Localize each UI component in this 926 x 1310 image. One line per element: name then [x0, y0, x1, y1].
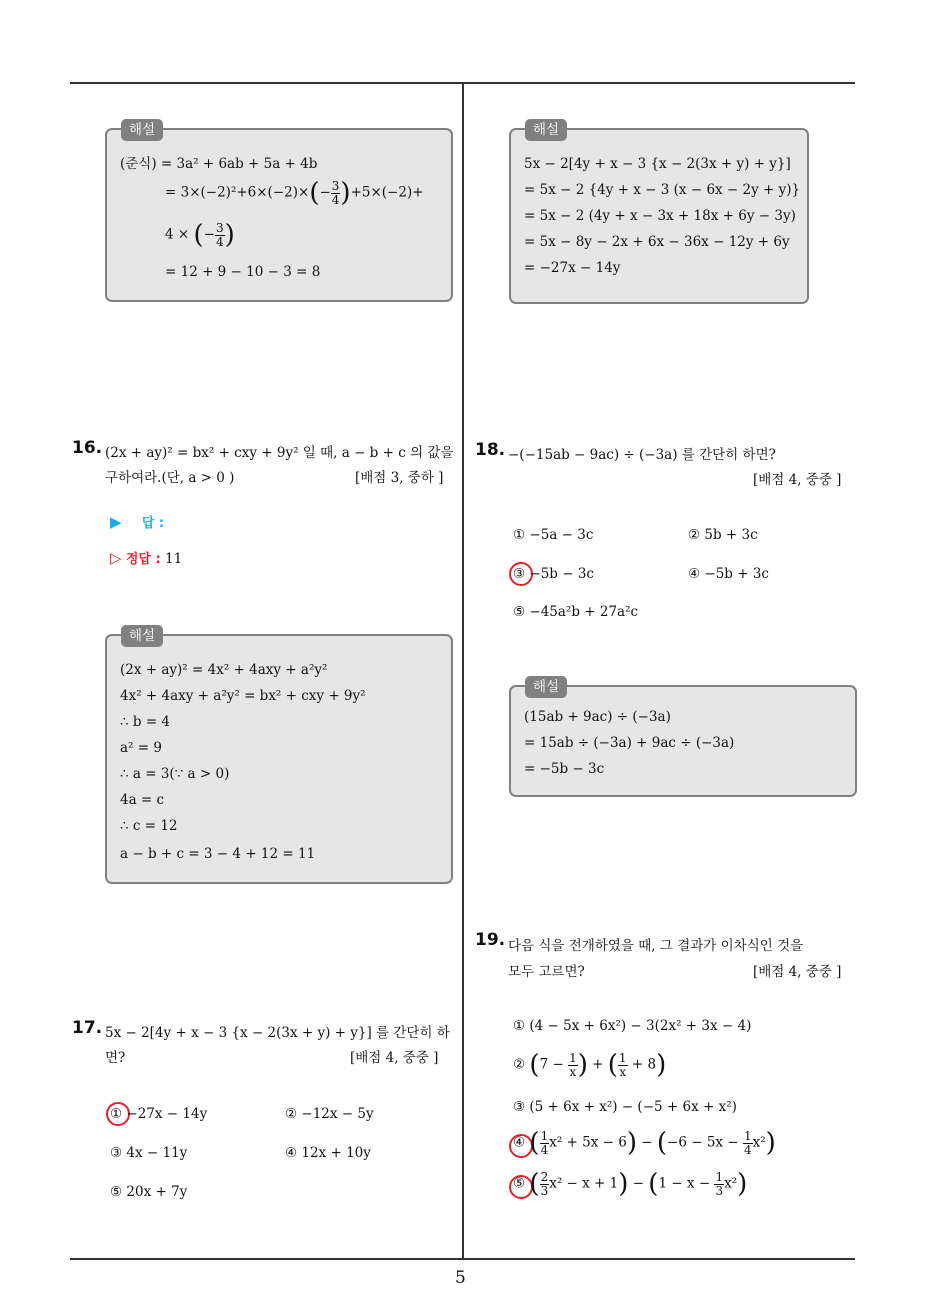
q16-solution-line: ∴ a = 3(∵ a > 0) [120, 766, 230, 782]
q18-solution-box [509, 679, 857, 797]
q15-solution-line-4: = 12 + 9 − 10 − 3 = 8 [165, 264, 321, 280]
q17-option-1[interactable]: ① −27x − 14y [110, 1106, 208, 1122]
q17-score: [배점 4, 중중 ] [350, 1050, 439, 1066]
q15-solution-line-1: (준식) = 3a² + 6ab + 5a + 4b [120, 156, 318, 172]
solution-tag: 해설 [121, 625, 163, 647]
q16-solution-box [105, 628, 453, 884]
solution-tag: 해설 [121, 119, 163, 141]
q16-text-line-2: 구하여라.(단, a > 0 ) [105, 470, 235, 486]
solution-tag: 해설 [525, 119, 567, 141]
q17-option-3[interactable]: ③ 4x − 11y [110, 1145, 188, 1161]
q19-option-4[interactable]: ④ ( $\frac{1}{4}$ x² + 5x − 6) − (−6 − 5x − $\frac{1}{4}$ x²) [513, 1128, 776, 1158]
q17-solution-box [509, 122, 809, 304]
fraction-one-over-x: $\frac{1}{x}$ [618, 1050, 627, 1079]
q19-option-3[interactable]: ③ (5 + 6x + x²) − (−5 + 6x + x²) [513, 1099, 737, 1115]
q18-solution-line: (15ab + 9ac) ÷ (−3a) [524, 709, 671, 725]
q17-question [72, 1018, 102, 1038]
q17-number: 17. [72, 1018, 103, 1038]
q15-solution-line-2: = 3×(−2)²+6×(−2)×(− $\frac{3}{4}$ )+5×(−2)+ [165, 178, 424, 208]
q19-option-1[interactable]: ① (4 − 5x + 6x²) − 3(2x² + 3x − 4) [513, 1018, 752, 1034]
q16-score: [배점 3, 중하 ] [355, 470, 444, 486]
q16-solution-line: (2x + ay)² = 4x² + 4axy + a²y² [120, 662, 328, 678]
q18-option-1[interactable]: ① −5a − 3c [513, 527, 594, 543]
q16-correct-answer-row [110, 548, 182, 567]
q19-option-5[interactable]: ⑤ ( $\frac{2}{3}$ x² − x + 1) − (1 − x − $\frac{1}{3}$ x²) [513, 1169, 748, 1199]
q16-solution-line: ∴ b = 4 [120, 714, 171, 730]
fraction-one-over-x: $\frac{1}{x}$ [569, 1050, 577, 1079]
q19-option-2[interactable]: ② (7 − $\frac{1}{x}$ ) + ( $\frac{1}{x}$ + 8) [513, 1050, 667, 1080]
q18-option-4[interactable]: ④ −5b + 3c [688, 566, 769, 582]
q16-solution-line: 4a = c [120, 792, 165, 808]
q18-option-5[interactable]: ⑤ −45a²b + 27a²c [513, 604, 639, 620]
q18-score: [배점 4, 중중 ] [753, 472, 842, 488]
page-number: 5 [455, 1268, 466, 1288]
q16-text-line-1: (2x + ay)² = bx² + cxy + 9y² 일 때, a − b + c 의 값을 [105, 445, 454, 461]
q17-text-line-2: 면? [105, 1050, 126, 1066]
q17-option-5[interactable]: ⑤ 20x + 7y [110, 1184, 188, 1200]
q16-solution-line: a² = 9 [120, 740, 162, 756]
correct-value: 11 [164, 551, 183, 567]
q17-option-4[interactable]: ④ 12x + 10y [285, 1145, 371, 1161]
fraction-one-third: $\frac{1}{3}$ [715, 1169, 724, 1198]
q17-solution-line: = 5x − 2 {4y + x − 3 (x − 6x − 2y + y)} [524, 182, 801, 198]
correct-marker-icon: ▷ [110, 549, 122, 567]
q16-answer-row [110, 512, 164, 531]
q16-solution-line: 4x² + 4axy + a²y² = bx² + cxy + 9y² [120, 688, 366, 704]
q17-option-2[interactable]: ② −12x − 5y [285, 1106, 374, 1122]
q18-text-line-1: −(−15ab − 9ac) ÷ (−3a) 를 간단히 하면? [508, 447, 776, 463]
q18-question [475, 440, 505, 460]
q17-solution-line: = 5x − 2 (4y + x − 3x + 18x + 6y − 3y) [524, 208, 796, 224]
q16-question [72, 438, 102, 458]
q18-number: 18. [475, 440, 506, 460]
q16-solution-line: a − b + c = 3 − 4 + 12 = 11 [120, 846, 316, 862]
column-divider [462, 83, 464, 1259]
fraction-one-quarter: $\frac{1}{4}$ [743, 1128, 752, 1157]
bottom-rule [70, 1258, 855, 1260]
fraction-one-quarter: $\frac{1}{4}$ [540, 1128, 549, 1157]
fraction-three-quarters: $\frac{3}{4}$ [331, 178, 340, 207]
q18-solution-line: = −5b − 3c [524, 761, 605, 777]
q19-score: [배점 4, 중중 ] [753, 964, 842, 980]
solution-tag: 해설 [525, 676, 567, 698]
q17-text-line-1: 5x − 2[4y + x − 3 {x − 2(3x + y) + y}] 를 간단히 하 [105, 1025, 450, 1041]
q15-solution-box [105, 122, 453, 302]
q19-question [475, 930, 505, 950]
fraction-two-thirds: $\frac{2}{3}$ [540, 1169, 549, 1198]
q16-solution-line: ∴ c = 12 [120, 818, 178, 834]
q17-solution-line: = −27x − 14y [524, 260, 621, 276]
q18-option-3[interactable]: ③ −5b − 3c [513, 566, 594, 582]
answer-marker-icon: ▶ [110, 513, 122, 531]
fraction-three-quarters: $\frac{3}{4}$ [215, 220, 224, 249]
q15-solution-line-3: 4 × (− $\frac{3}{4}$ ) [165, 220, 235, 250]
correct-label: 정답 : [125, 552, 161, 567]
q19-text-line-2: 모두 고르면? [508, 964, 585, 980]
q17-solution-line: 5x − 2[4y + x − 3 {x − 2(3x + y) + y}] [524, 156, 791, 172]
q19-text-line-1: 다음 식을 전개하였을 때, 그 결과가 이차식인 것을 [508, 938, 804, 954]
q18-solution-line: = 15ab ÷ (−3a) + 9ac ÷ (−3a) [524, 735, 735, 751]
q16-number: 16. [72, 438, 103, 458]
q17-solution-line: = 5x − 8y − 2x + 6x − 36x − 12y + 6y [524, 234, 790, 250]
q18-option-2[interactable]: ② 5b + 3c [688, 527, 758, 543]
answer-label: 답 : [141, 516, 165, 531]
q19-number: 19. [475, 930, 506, 950]
